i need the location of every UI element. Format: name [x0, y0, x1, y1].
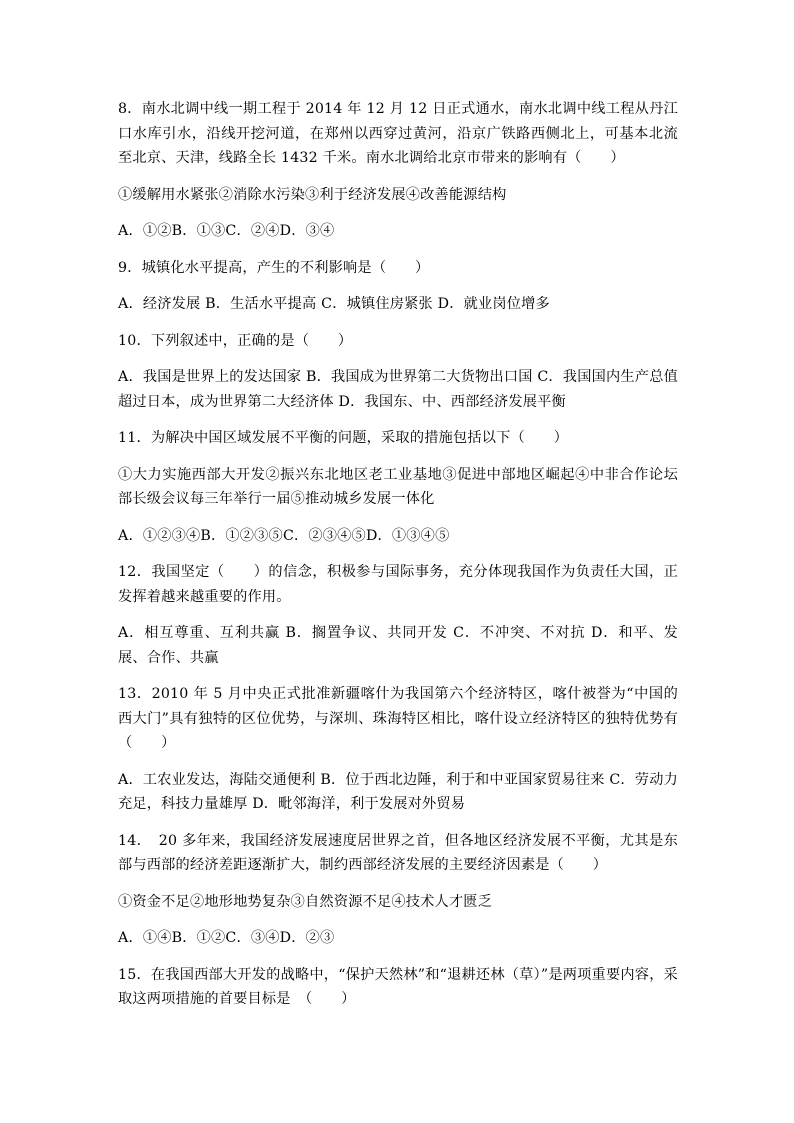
question-12-options: A．相互尊重、互利共赢 B．搁置争议、共同开发 C．不冲突、不对抗 D．和平、发展、合作、共赢	[118, 625, 678, 666]
question-10-stem: 10．下列叙述中，正确的是（ ）	[118, 332, 353, 349]
question-8-items: ①缓解用水紧张②消除水污染③利于经济发展④改善能源结构	[118, 186, 507, 203]
document-page	[118, 97, 678, 1012]
question-11-stem: 11．为解决中国区域发展不平衡的问题，采取的措施包括以下（ ）	[118, 430, 569, 446]
question-14-options: A．①④B．①②C．③④D．②③	[118, 930, 335, 946]
question-12-stem: 12．我国坚定（ ）的信念，积极参与国际事务，充分体现我国作为负责任大国，正发挥着越来越重要的作用。	[118, 564, 678, 605]
question-11-options: A．①②③④B．①②③⑤C．②③④⑤D．①③④⑤	[118, 527, 450, 544]
question-10-options: A．我国是世界上的发达国家 B．我国成为世界第二大货物出口国 C．我国国内生产总值超过日本，成为世界第二大经济体 D．我国东、中、西部经济发展平衡	[118, 369, 678, 410]
question-13-stem: 13．2010 年 5 月中央正式批准新疆喀什为我国第六个经济特区，喀什被誉为“中国的西大门”具有独特的区位优势，与深圳、珠海特区相比，喀什设立经济特区的独特优势有（ ）	[118, 686, 678, 751]
question-8-options: A．①②B．①③C．②④D．③④	[118, 223, 335, 239]
question-15-stem: 15．在我国西部大开发的战略中，“保护天然林”和“退耕还林（草）”是两项重要内容，采取这两项措施的首要目标是 （ ）	[118, 966, 678, 1007]
question-9-options: A．经济发展 B．生活水平提高 C．城镇住房紧张 D．就业岗位增多	[118, 296, 550, 312]
question-14-items: ①资金不足②地形地势复杂③自然资源不足④技术人才匮乏	[118, 893, 493, 910]
question-13-options: A．工农业发达，海陆交通便利 B．位于西北边陲，利于和中亚国家贸易往来 C．劳动力充足，科技力量雄厚 D．毗邻海洋，利于发展对外贸易	[118, 771, 678, 812]
question-8-stem: 8．南水北调中线一期工程于 2014 年 12 月 12 日正式通水，南水北调中线工程从丹江口水库引水，沿线开挖河道，在郑州以西穿过黄河，沿京广铁路西侧北上，可基本北流至北京、天津，线路全长 1432 千米。南水北调给北京市带来的影响有（ ）	[118, 101, 678, 166]
question-14-stem: 14． 20 多年来，我国经济发展速度居世界之首，但各地区经济发展不平衡，尤其是东部与西部的经济差距逐渐扩大，制约西部经济发展的主要经济因素是（ ）	[118, 832, 678, 873]
question-9-stem: 9．城镇化水平提高，产生的不利影响是（ ）	[118, 259, 430, 276]
question-11-items: ①大力实施西部大开发②振兴东北地区老工业基地③促进中部地区崛起④中非合作论坛部长级会议每三年举行一届⑤推动城乡发展一体化	[118, 466, 678, 507]
